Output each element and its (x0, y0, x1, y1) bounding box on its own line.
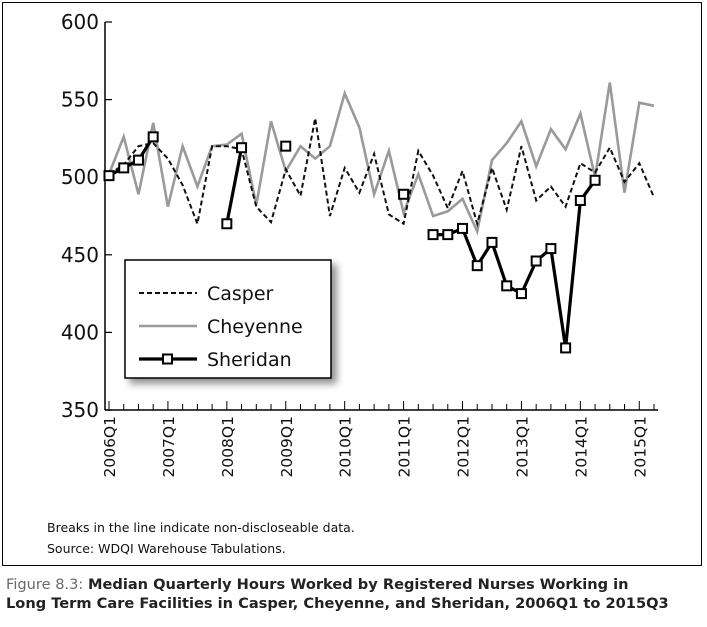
data-point-sheridan (458, 224, 467, 233)
x-tick-label: 2012Q1 (454, 416, 473, 478)
y-tick-label: 550 (60, 87, 99, 112)
line-chart (3, 3, 700, 564)
series-line-sheridan (227, 148, 242, 224)
x-tick-label: 2014Q1 (572, 416, 591, 478)
y-tick-label: 350 (60, 398, 99, 422)
y-tick-label: 450 (60, 242, 99, 267)
legend-label-cheyenne: Cheyenne (207, 316, 303, 338)
data-point-sheridan (134, 156, 143, 165)
data-point-sheridan (576, 196, 585, 205)
y-tick-label: 600 (60, 10, 99, 34)
data-point-sheridan (281, 142, 290, 151)
legend-marker-sheridan (163, 355, 172, 364)
legend-label-casper: Casper (207, 283, 274, 305)
chart-frame (2, 2, 702, 566)
series-line-sheridan (433, 180, 595, 348)
data-point-sheridan (399, 190, 408, 199)
data-point-sheridan (237, 143, 246, 152)
figure-number: Figure 8.3: (6, 576, 84, 593)
data-point-sheridan (149, 132, 158, 141)
x-tick-label: 2009Q1 (277, 416, 296, 478)
note-breaks: Breaks in the line indicate non-discloseable data. (47, 520, 355, 535)
data-point-sheridan (105, 171, 114, 180)
y-tick-label: 400 (60, 320, 99, 345)
x-tick-label: 2013Q1 (513, 416, 532, 478)
y-tick-label: 500 (60, 165, 99, 190)
chart-legend (125, 260, 331, 378)
data-point-sheridan (429, 230, 438, 239)
x-tick-label: 2015Q1 (631, 416, 650, 478)
x-tick-label: 2006Q1 (101, 416, 119, 478)
data-point-sheridan (532, 257, 541, 266)
data-point-sheridan (502, 281, 511, 290)
data-point-sheridan (517, 289, 526, 298)
data-point-sheridan (473, 261, 482, 270)
series-line-cheyenne (109, 83, 654, 232)
x-tick-label: 2011Q1 (395, 416, 414, 478)
data-point-sheridan (443, 230, 452, 239)
figure-title-line2: Long Term Care Facilities in Casper, Cheyenne, and Sheridan, 2006Q1 to 2015Q3 (6, 595, 669, 612)
data-point-sheridan (119, 163, 128, 172)
data-point-sheridan (546, 244, 555, 253)
figure-caption (6, 575, 704, 613)
data-point-sheridan (487, 238, 496, 247)
x-tick-label: 2010Q1 (336, 416, 355, 478)
figure-title-line1: Median Quarterly Hours Worked by Registered Nurses Working in (87, 576, 629, 593)
data-point-sheridan (222, 219, 231, 228)
data-point-sheridan (561, 343, 570, 352)
x-tick-label: 2007Q1 (159, 416, 178, 478)
x-tick-label: 2008Q1 (218, 416, 237, 478)
data-point-sheridan (591, 176, 600, 185)
legend-label-sheridan: Sheridan (207, 349, 292, 371)
note-source: Source: WDQI Warehouse Tabulations. (47, 541, 286, 556)
